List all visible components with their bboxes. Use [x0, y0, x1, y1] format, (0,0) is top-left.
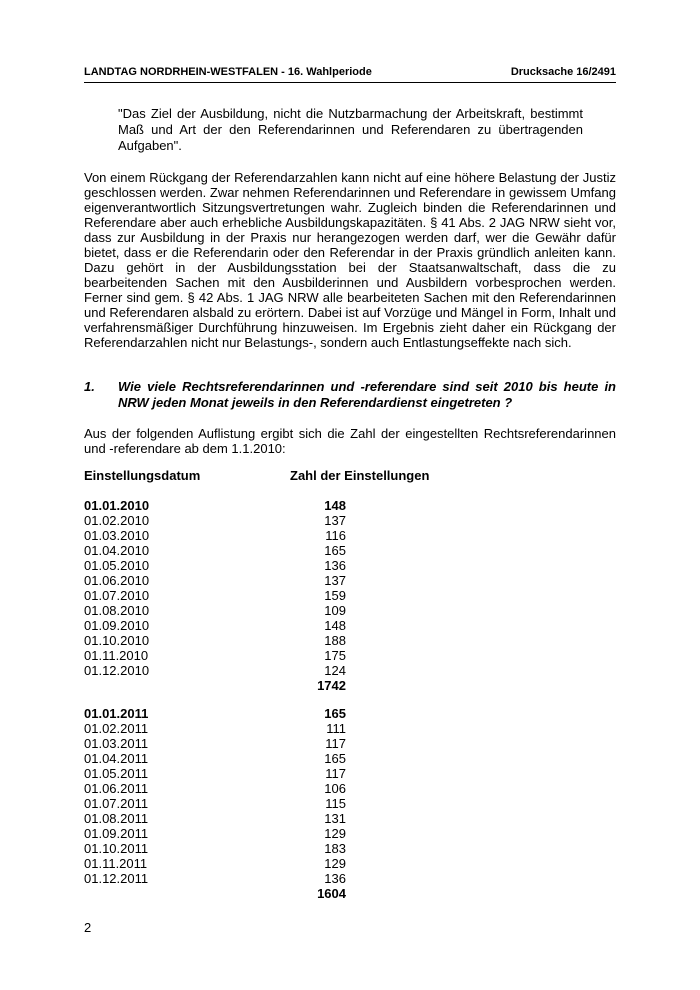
- header-rule: [84, 82, 616, 83]
- header-title: LANDTAG NORDRHEIN-WESTFALEN - 16. Wahlperiode: [84, 66, 372, 78]
- question-text: Wie viele Rechtsreferendarinnen und -referendare sind seit 2010 bis heute in NRW jeden Monat jeweils in den Referendardienst eingetreten ?: [118, 379, 616, 410]
- row-count: 165: [324, 543, 346, 558]
- row-date: 01.11.2011: [84, 856, 148, 871]
- row-count: 109: [324, 603, 346, 618]
- table-row: [84, 588, 354, 603]
- intro-paragraph: Aus der folgenden Auflistung ergibt sich die Zahl der eingestellten Rechtsreferendarinnen und -referendare ab dem 1.1.2010:: [84, 426, 616, 456]
- year-total-row: [84, 886, 354, 901]
- row-count: 136: [324, 558, 346, 573]
- row-count: 136: [324, 871, 346, 886]
- row-count: 188: [324, 633, 346, 648]
- row-date: 01.09.2011: [84, 826, 149, 841]
- row-count: 165: [324, 751, 346, 766]
- row-date: 01.03.2010: [84, 528, 150, 543]
- row-date: 01.06.2011: [84, 781, 149, 796]
- question-number: 1.: [84, 379, 95, 394]
- year-total: 1742: [317, 678, 346, 693]
- page-header: [84, 66, 616, 78]
- row-count: 124: [324, 663, 346, 678]
- table-row: [84, 648, 354, 663]
- row-date: 01.02.2010: [84, 513, 150, 528]
- row-date: 01.10.2011: [84, 841, 149, 856]
- table-row: [84, 498, 354, 513]
- year-block-2010: [84, 498, 354, 693]
- table-row: [84, 751, 354, 766]
- row-date: 01.10.2010: [84, 633, 150, 648]
- table-header-count: Zahl der Einstellungen: [290, 468, 430, 483]
- row-count: 175: [324, 648, 346, 663]
- table-row: [84, 573, 354, 588]
- row-count: 148: [324, 618, 346, 633]
- table-row: [84, 558, 354, 573]
- row-count: 129: [324, 856, 346, 871]
- row-date: 01.05.2010: [84, 558, 150, 573]
- row-date: 01.01.2010: [84, 498, 150, 513]
- year-total: 1604: [317, 886, 346, 901]
- table-row: [84, 841, 354, 856]
- table-row: [84, 811, 354, 826]
- row-count: 165: [324, 706, 346, 721]
- row-count: 117: [325, 766, 346, 781]
- row-date: 01.08.2010: [84, 603, 150, 618]
- row-count: 117: [325, 736, 346, 751]
- table-row: [84, 618, 354, 633]
- table-row: [84, 513, 354, 528]
- table-row: [84, 633, 354, 648]
- table-row: [84, 543, 354, 558]
- year-block-2011: [84, 706, 354, 901]
- row-date: 01.08.2011: [84, 811, 149, 826]
- row-date: 01.07.2011: [84, 796, 149, 811]
- row-count: 111: [326, 721, 346, 736]
- row-count: 116: [325, 528, 346, 543]
- row-date: 01.03.2011: [84, 736, 149, 751]
- row-date: 01.07.2010: [84, 588, 150, 603]
- header-document-number: Drucksache 16/2491: [510, 66, 616, 78]
- body-paragraph: Von einem Rückgang der Referendarzahlen kann nicht auf eine höhere Belastung der Justiz geschlossen werden. Zwar nehmen Referendarinnen und Referendare in gewissem Umfang eigenverantwortlich Sitzungsvertretungen wahr. Zugleich binden die Referendarinnen und Referendare aber auch erhebliche Ausbildungskapazitäten. § 41 Abs. 2 JAG NRW sieht vor, dass zur Ausbildung in der Praxis nur herangezogen werden darf, wer die Gewähr dafür bietet, dass er die Referendarin oder den Referendar in der Praxis gründlich anleiten kann. Dazu gehört in der Ausbildungsstation bei der Staatsanwaltschaft, dass die zu bearbeitenden Sachen mit den Ausbilderinnen und Ausbildern vorbesprochen werden. Ferner sind gem. § 42 Abs. 1 JAG NRW alle bearbeiteten Sachen mit den Referendarinnen und Referendaren alsbald zu erörtern. Dabei ist auf Vorzüge und Mängel in Form, Inhalt und verfahrensmäßiger Durchführung hinzuweisen. Im Ergebnis zieht daher ein Rückgang der Referendarzahlen nicht nur Belastungs-, sondern auch Entlastungseffekte nach sich.: [84, 170, 616, 350]
- table-row: [84, 781, 354, 796]
- row-date: 01.02.2011: [84, 721, 149, 736]
- table-row: [84, 721, 354, 736]
- row-count: 137: [324, 573, 346, 588]
- year-total-row: [84, 678, 354, 693]
- table-row: [84, 706, 354, 721]
- table-row: [84, 871, 354, 886]
- table-row: [84, 796, 354, 811]
- table-row: [84, 736, 354, 751]
- row-count: 159: [324, 588, 346, 603]
- row-date: 01.12.2011: [84, 871, 149, 886]
- table-row: [84, 663, 354, 678]
- row-date: 01.12.2010: [84, 663, 150, 678]
- row-count: 115: [325, 796, 346, 811]
- row-date: 01.11.2010: [84, 648, 149, 663]
- row-date: 01.04.2011: [84, 751, 149, 766]
- row-date: 01.05.2011: [84, 766, 149, 781]
- row-count: 129: [324, 826, 346, 841]
- page-number: 2: [84, 920, 92, 935]
- row-date: 01.06.2010: [84, 573, 150, 588]
- table-row: [84, 766, 354, 781]
- quote-paragraph: "Das Ziel der Ausbildung, nicht die Nutzbarmachung der Arbeitskraft, bestimmt Maß und Art der den Referendarinnen und Referendaren zu übertragenden Aufgaben".: [118, 106, 583, 153]
- row-count: 131: [324, 811, 346, 826]
- row-date: 01.01.2011: [84, 706, 149, 721]
- row-count: 137: [324, 513, 346, 528]
- table-row: [84, 603, 354, 618]
- table-header-date: Einstellungsdatum: [84, 468, 201, 483]
- row-count: 106: [324, 781, 346, 796]
- row-date: 01.09.2010: [84, 618, 150, 633]
- row-count: 148: [324, 498, 346, 513]
- table-row: [84, 856, 354, 871]
- table-row: [84, 826, 354, 841]
- row-date: 01.04.2010: [84, 543, 150, 558]
- table-row: [84, 528, 354, 543]
- row-count: 183: [324, 841, 346, 856]
